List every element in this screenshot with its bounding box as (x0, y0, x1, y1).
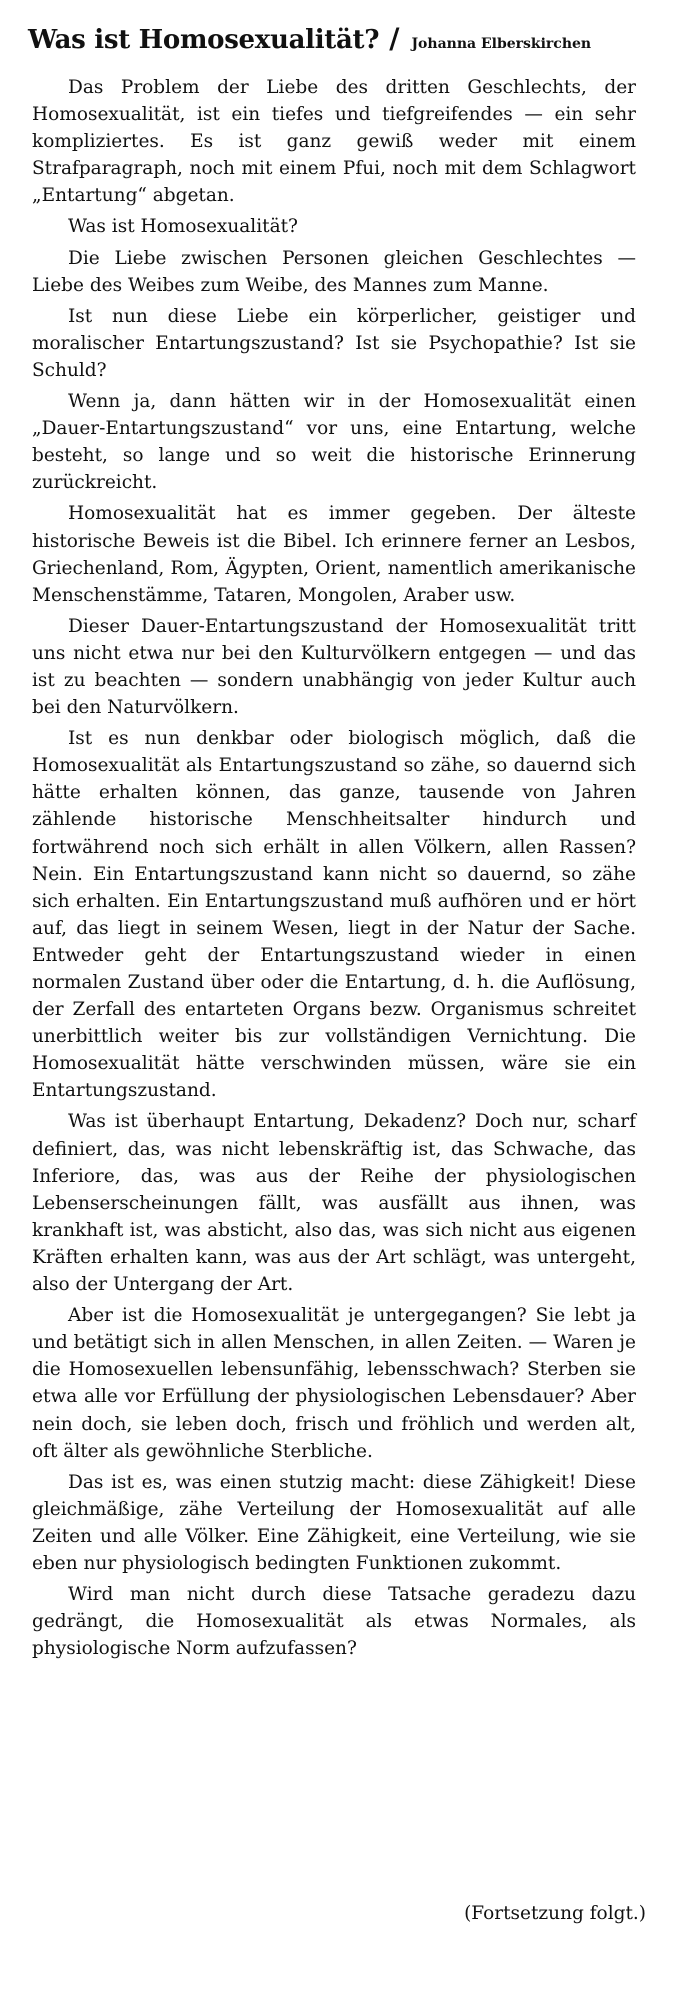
paragraph: Ist nun diese Liebe ein körperlicher, geistiger und moralischer Entartungszustand? Ist sie Psychopathie? Ist sie Schuld? (32, 305, 636, 381)
paragraph: Die Liebe zwischen Personen gleichen Geschlechtes — Liebe des Weibes zum Weibe, des Mannes zum Manne. (32, 247, 636, 296)
paragraph: Was ist Homosexualität? (68, 216, 298, 238)
paragraph: Das Problem der Liebe des dritten Geschlechts, der Homosexualität, ist ein tiefes und tiefgreifendes — ein sehr kompliziertes. Es ist ganz gewiß weder mit einem Strafparagraph, noch mit einem Pfui, noch mit dem Schlagwort „Entartung“ abgetan. (32, 77, 636, 207)
paragraph: Aber ist die Homosexualität je untergegangen? Sie lebt ja und betätigt sich in allen Menschen, in allen Zeiten. — Waren je die Homosexuellen lebensunfähig, lebensschwach? Sterben sie etwa alle vor Erfüllung der physiologischen Lebensdauer? Aber nein doch, sie leben doch, frisch und fröhlich und werden alt, oft älter als gewöhnliche Sterbliche. (32, 1305, 636, 1462)
article-header (28, 22, 668, 62)
article-title: Was ist Homosexualität? (28, 25, 380, 55)
paragraph: Wenn ja, dann hätten wir in der Homosexualität einen „Dauer-Entartungszustand“ vor uns, eine Entartung, welche besteht, so lange und so weit die historische Erinnerung zurückreicht. (32, 391, 636, 494)
paragraph: Ist es nun denkbar oder biologisch möglich, daß die Homosexualität als Entartungszustand so zähe, so dauernd sich hätte erhalten können, das ganze, tausende von Jahren zählende historische Menschheitsalter hindurch und fortwährend noch sich erhält in allen Völkern, allen Rassen? Nein. Ein Entartungszustand kann nicht so dauernd, so zähe sich erhalten. Ein Entartungszustand muß aufhören und er hört auf, das liegt in seinem Wesen, liegt in der Natur der Sache. Entweder geht der Entartungszustand wieder in einen normalen Zustand über oder die Entartung, d. h. die Auflösung, der Zerfall des entarteten Organs bezw. Organismus schreitet unerbittlich weiter bis zur vollständigen Vernichtung. Die Homosexualität hätte verschwinden müssen, wäre sie ein Entartungszustand. (32, 728, 636, 1102)
continuation-note: (Fortsetzung folgt.) (464, 1903, 646, 1924)
paragraph: Homosexualität hat es immer gegeben. Der älteste historische Beweis ist die Bibel. Ich erinnere ferner an Lesbos, Griechenland, Rom, Ägypten, Orient, namentlich amerikanische Menschenstämme, Tataren, Mongolen, Araber usw. (32, 503, 636, 606)
paragraph: Dieser Dauer-Entartungszustand der Homosexualität tritt uns nicht etwa nur bei den Kulturvölkern entgegen — und das ist zu beachten — sondern unabhängig von jeder Kultur auch bei den Naturvölkern. (32, 615, 636, 719)
article-body (32, 74, 636, 1666)
title-separator: / (389, 22, 400, 55)
paragraph: Wird man nicht durch diese Tatsache geradezu dazu gedrängt, die Homosexualität als etwas Normales, als physiologische Norm aufzufassen? (32, 1584, 636, 1660)
article-author: Johanna Elberskirchen (411, 36, 592, 52)
paragraph: Das ist es, was einen stutzig macht: diese Zähigkeit! Diese gleichmäßige, zähe Verteilung der Homosexualität auf alle Zeiten und alle Völker. Eine Zähigkeit, eine Verteilung, wie sie eben nur physiologisch bedingten Funktionen zukommt. (32, 1471, 636, 1574)
paragraph: Was ist überhaupt Entartung, Dekadenz? Doch nur, scharf definiert, das, was nicht lebenskräftig ist, das Schwache, das Inferiore, das, was aus der Reihe der physiologischen Lebenserscheinungen fällt, was ausfällt aus ihnen, was krankhaft ist, was absticht, also das, was sich nicht aus eigenen Kräften erhalten kann, was aus der Art schlägt, was untergeht, also der Untergang der Art. (32, 1111, 636, 1296)
